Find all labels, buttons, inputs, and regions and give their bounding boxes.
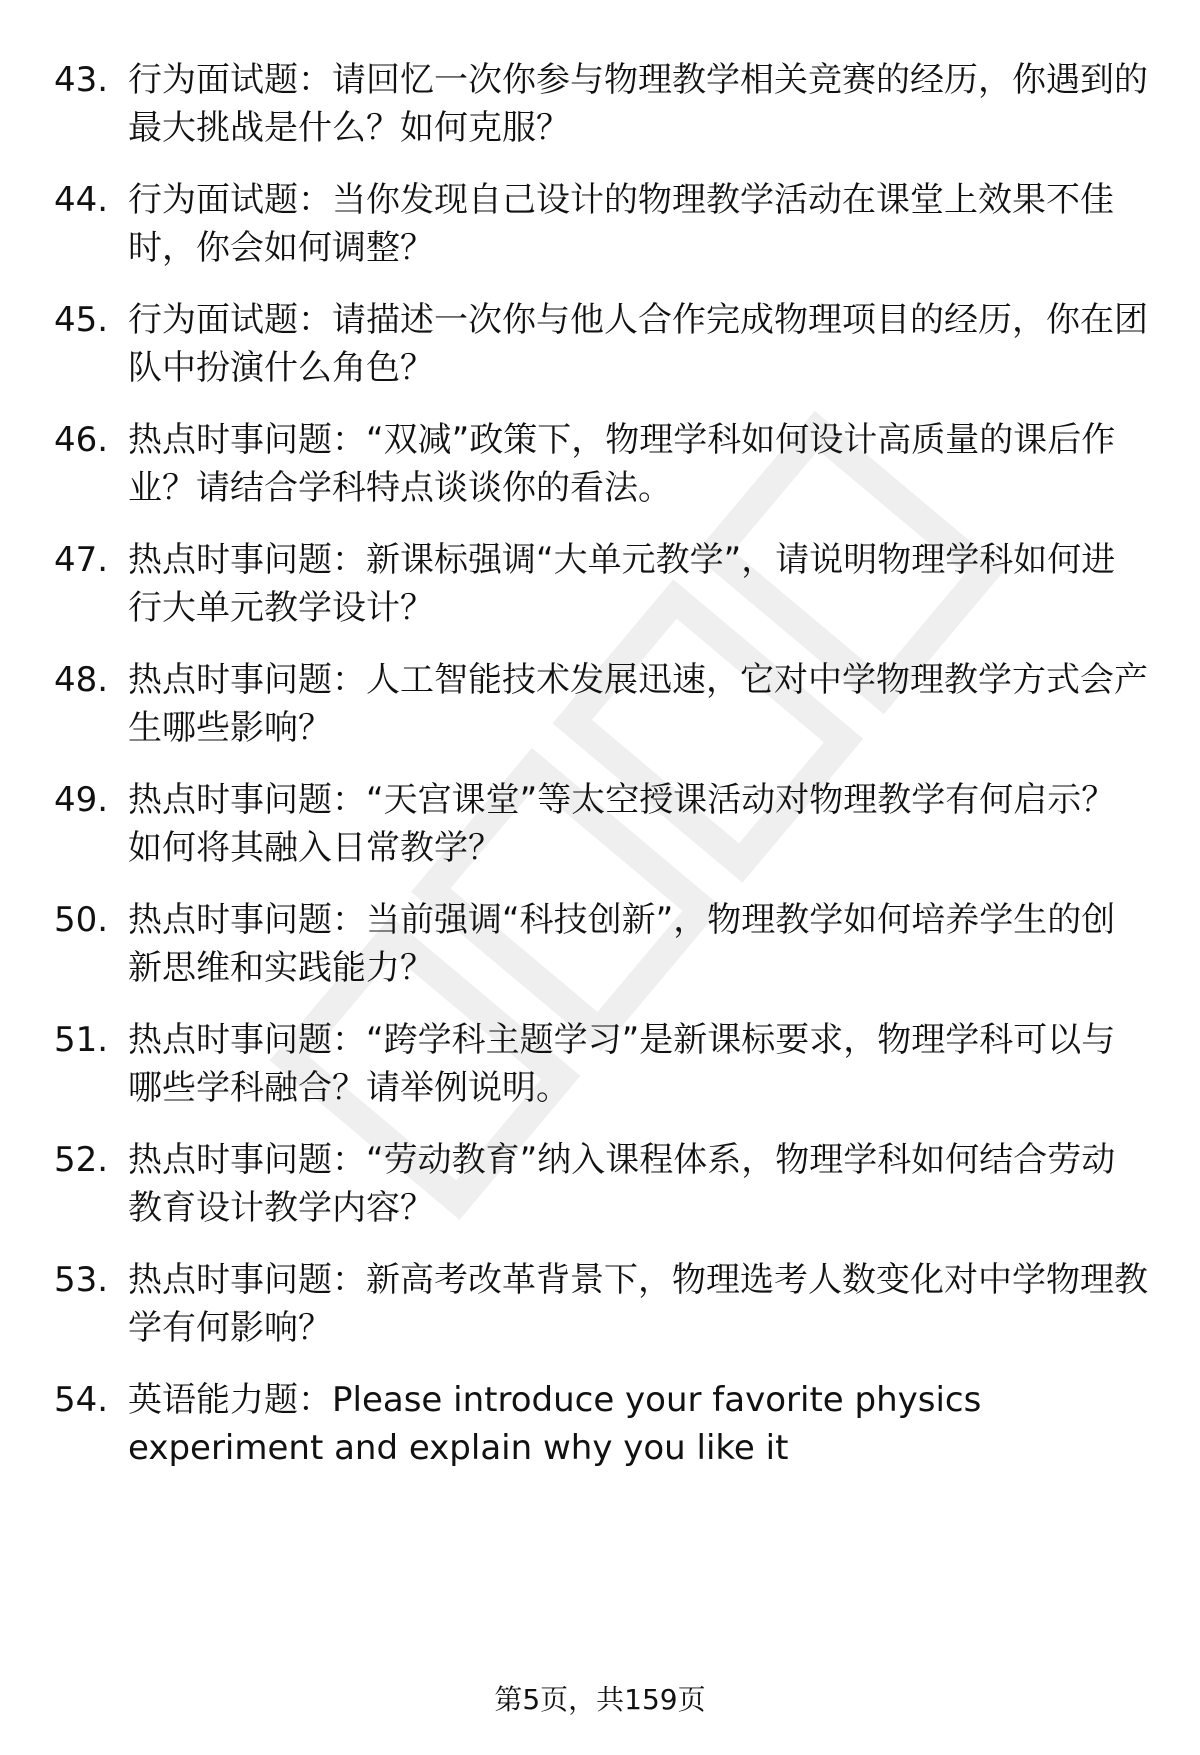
question-text: 行为面试题：请描述一次你与他人合作完成物理项目的经历，你在团队中扮演什么角色？ [128, 300, 1148, 388]
question-number: 54. [54, 1380, 109, 1420]
question-number: 45. [54, 300, 109, 340]
question-number: 48. [54, 660, 109, 700]
question-text: 热点时事问题：新课标强调“大单元教学”，请说明物理学科如何进行大单元教学设计？ [128, 540, 1116, 628]
question-text: 行为面试题：请回忆一次你参与物理教学相关竞赛的经历，你遇到的最大挑战是什么？如何克服？ [128, 60, 1148, 148]
question-number: 51. [54, 1020, 109, 1060]
question-number: 43. [54, 60, 109, 100]
question-text: 英语能力题：Please introduce your favorite physics experiment and explain why you like it [128, 1380, 982, 1468]
question-text: 热点时事问题：“劳动教育”纳入课程体系，物理学科如何结合劳动教育设计教学内容？ [128, 1140, 1116, 1228]
question-number: 46. [54, 420, 109, 460]
question-text: 热点时事问题：当前强调“科技创新”，物理教学如何培养学生的创新思维和实践能力？ [128, 900, 1116, 988]
question-text: 热点时事问题：“跨学科主题学习”是新课标要求，物理学科可以与哪些学科融合？请举例说明。 [128, 1020, 1116, 1108]
question-text: 热点时事问题：新高考改革背景下，物理选考人数变化对中学物理教学有何影响？ [128, 1260, 1148, 1348]
question-number: 47. [54, 540, 109, 580]
question-number: 50. [54, 900, 109, 940]
question-text: 热点时事问题：人工智能技术发展迅速，它对中学物理教学方式会产生哪些影响？ [128, 660, 1148, 748]
question-number: 44. [54, 180, 109, 220]
question-text: 行为面试题：当你发现自己设计的物理教学活动在课堂上效果不佳时，你会如何调整？ [128, 180, 1114, 268]
page-footer: 第5页，共159页 [494, 1683, 706, 1716]
question-text: 热点时事问题：“双减”政策下，物理学科如何设计高质量的课后作业？请结合学科特点谈谈你的看法。 [128, 420, 1116, 508]
question-number: 53. [54, 1260, 109, 1300]
question-number: 52. [54, 1140, 109, 1180]
question-number: 49. [54, 780, 109, 820]
question-text: 热点时事问题：“天宫课堂”等太空授课活动对物理教学有何启示？如何将其融入日常教学？ [128, 780, 1116, 868]
